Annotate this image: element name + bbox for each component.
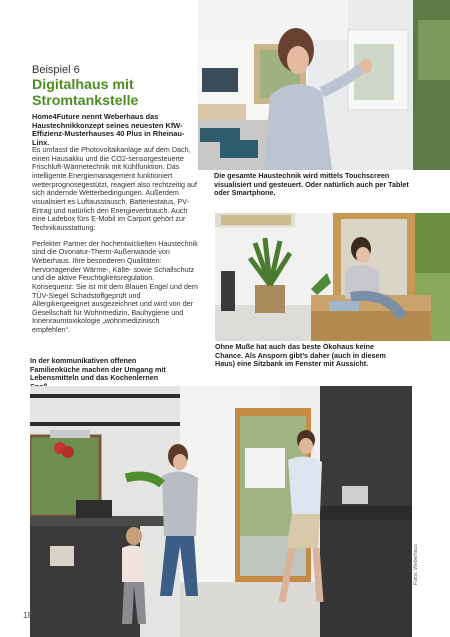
photo-touchscreen bbox=[198, 0, 450, 170]
article-paragraph-2: Perfekter Partner der hochentwickelten Haustechnik sind die Ovonatur-Therm-Außenwände von Weberhaus. Ihre besonderen Qualitäten: hervorragender Wärme-, Kälte- sowie Schallschutz und die aktive Feuchtigkeitsregulation. Konsequenz: Sie ist mit dem Blauen Engel und dem TÜV-Siegel Schadstoffgeprüft und Allergikergeeignet ausgezeichnet und wird von der Gesellschaft für Wohnmedizin, Bauhygiene und Innenraumtoxikologie „wohnmedizinisch empfehlen“. bbox=[32, 238, 198, 335]
photo-window-seat bbox=[215, 213, 450, 341]
caption-window-seat: Ohne Muße hat auch das beste Ökohaus keine Chance. Als Ansporn gibt’s daher (auch in diesem Haus) eine Sitzbank im Fenster mit Aussicht. bbox=[215, 342, 386, 369]
photo-credit: Fotos: Weberhaus bbox=[413, 544, 419, 585]
article-kicker: Beispiel 6 bbox=[32, 64, 80, 76]
photo-kitchen bbox=[30, 386, 412, 637]
caption-kitchen: In der kommunikativen offenen Familienküche machen der Umgang mit Lebensmitteln und das Kochenlernen bbox=[30, 356, 166, 383]
article-lead: Home4Future nennt Weberhaus das Haustechnikkonzept seines neuesten KfW-Effizienz-Musterhauses 40 Plus in Rheinau-Linx. bbox=[32, 112, 185, 148]
page-number: 18 bbox=[23, 611, 32, 620]
caption-touchscreen: Die gesamte Haustechnik wird mittels Touchscreen visualisiert und gesteuert. Oder natürlich auch per Tablet oder Smartphone. bbox=[214, 171, 409, 198]
article-body bbox=[32, 146, 198, 342]
article-title: Digitalhaus mit Stromtankstelle bbox=[32, 77, 139, 109]
article-paragraph-1: Es umfasst die Photovoltaikanlage auf dem Dach, einen Hausakku und die CO2-sensorgesteuerte Frischluft-Wärmetechnik mit Kühlfunktion. Das intelligente Energiemanagement funktioniert wetterprognosegestützt, reagiert also rechtzeitig auf sich ändernde Wetterbedingungen. Außerdem visualisiert es Luftausstausch, Batteriestatus, PV-Ertrag und natürlich den Energieverbrauch. Auch eine Ladebox fürs E-Mobil im Carport gehört zur Technikausstattung. bbox=[32, 145, 198, 232]
